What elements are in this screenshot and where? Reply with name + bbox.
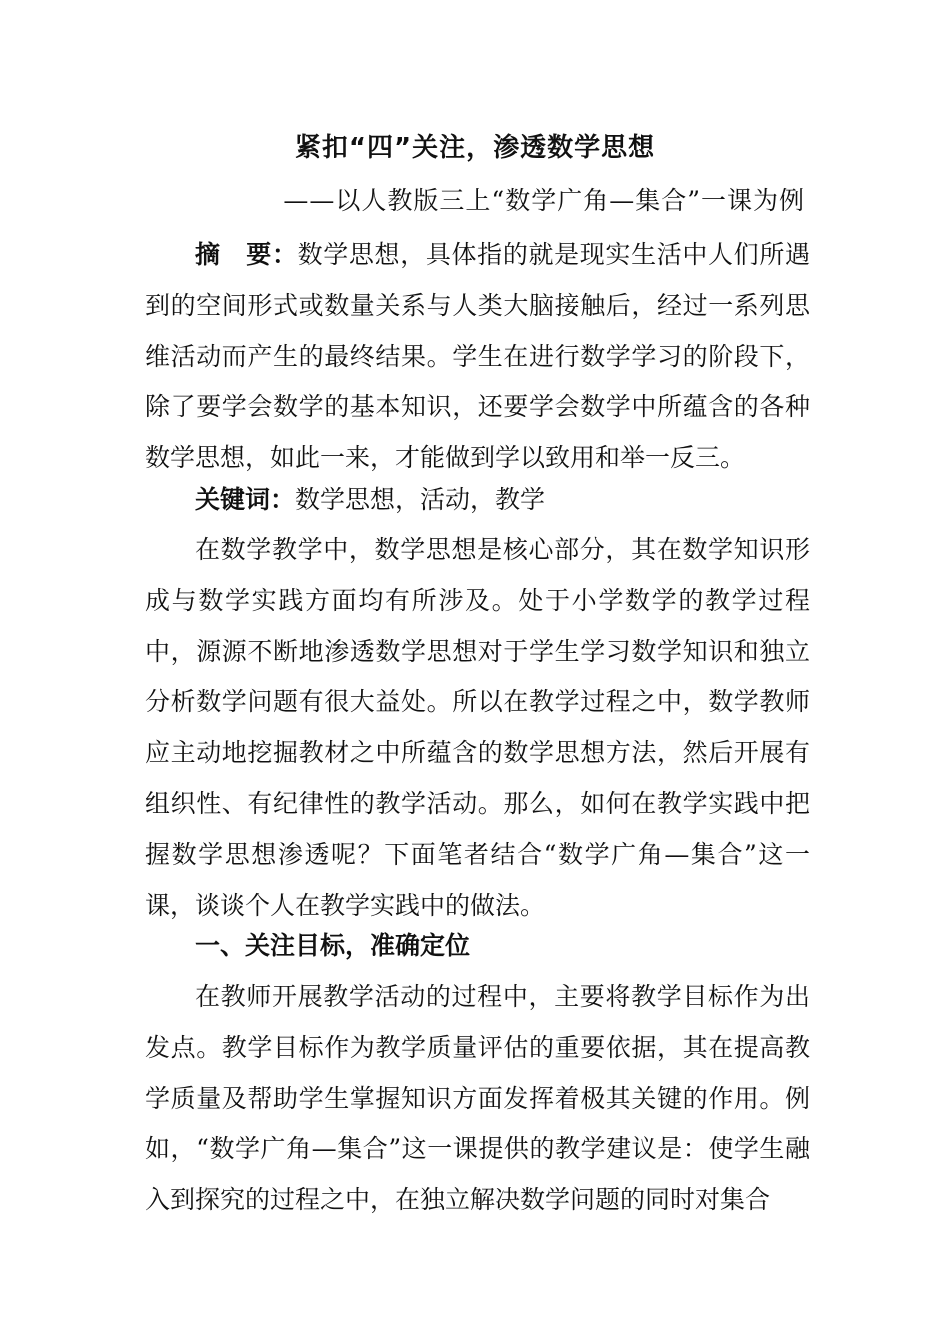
document-subtitle: ——以人教版三上“数学广角—集合”一课为例 bbox=[283, 186, 805, 215]
keywords-label: 关键词： bbox=[195, 485, 296, 514]
keywords-paragraph bbox=[145, 475, 810, 526]
keywords-text: 数学思想，活动，教学 bbox=[295, 485, 546, 514]
abstract-label: 摘 要： bbox=[195, 240, 298, 269]
intro-paragraph: 在数学教学中，数学思想是核心部分，其在数学知识形成与数学实践方面均有所涉及。处于小学数学的教学过程中，源源不断地渗透数学思想对于学生学习数学知识和独立分析数学问题有很大益处。所以在教学过程之中，数学教师应主动地挖掘教材之中所蕴含的数学思想方法，然后开展有组织性、有纪律性的教学活动。那么，如何在教学实践中把握数学思想渗透呢？下面笔者结合“数学广角—集合”这一课，谈谈个人在教学实践中的做法。 bbox=[145, 535, 810, 920]
abstract-text: 数学思想，具体指的就是现实生活中人们所遇到的空间形式或数量关系与人类大脑接触后，经过一系列思维活动而产生的最终结果。学生在进行数学学习的阶段下，除了要学会数学的基本知识，还要学会数学中所蕴含的各种数学思想，如此一来，才能做到学以致用和举一反三。 bbox=[145, 240, 810, 473]
section-heading: 一、关注目标，准确定位 bbox=[195, 931, 471, 960]
abstract-paragraph bbox=[145, 230, 810, 484]
section-paragraph: 在教师开展教学活动的过程中，主要将教学目标作为出发点。教学目标作为教学质量评估的重要依据，其在提高教学质量及帮助学生掌握知识方面发挥着极其关键的作用。例如，“数学广角—集合”这一课提供的教学建议是：使学生融入到探究的过程之中，在独立解决数学问题的同时对集合 bbox=[145, 982, 810, 1215]
document-title: 紧扣“四”关注，渗透数学思想 bbox=[294, 133, 656, 163]
